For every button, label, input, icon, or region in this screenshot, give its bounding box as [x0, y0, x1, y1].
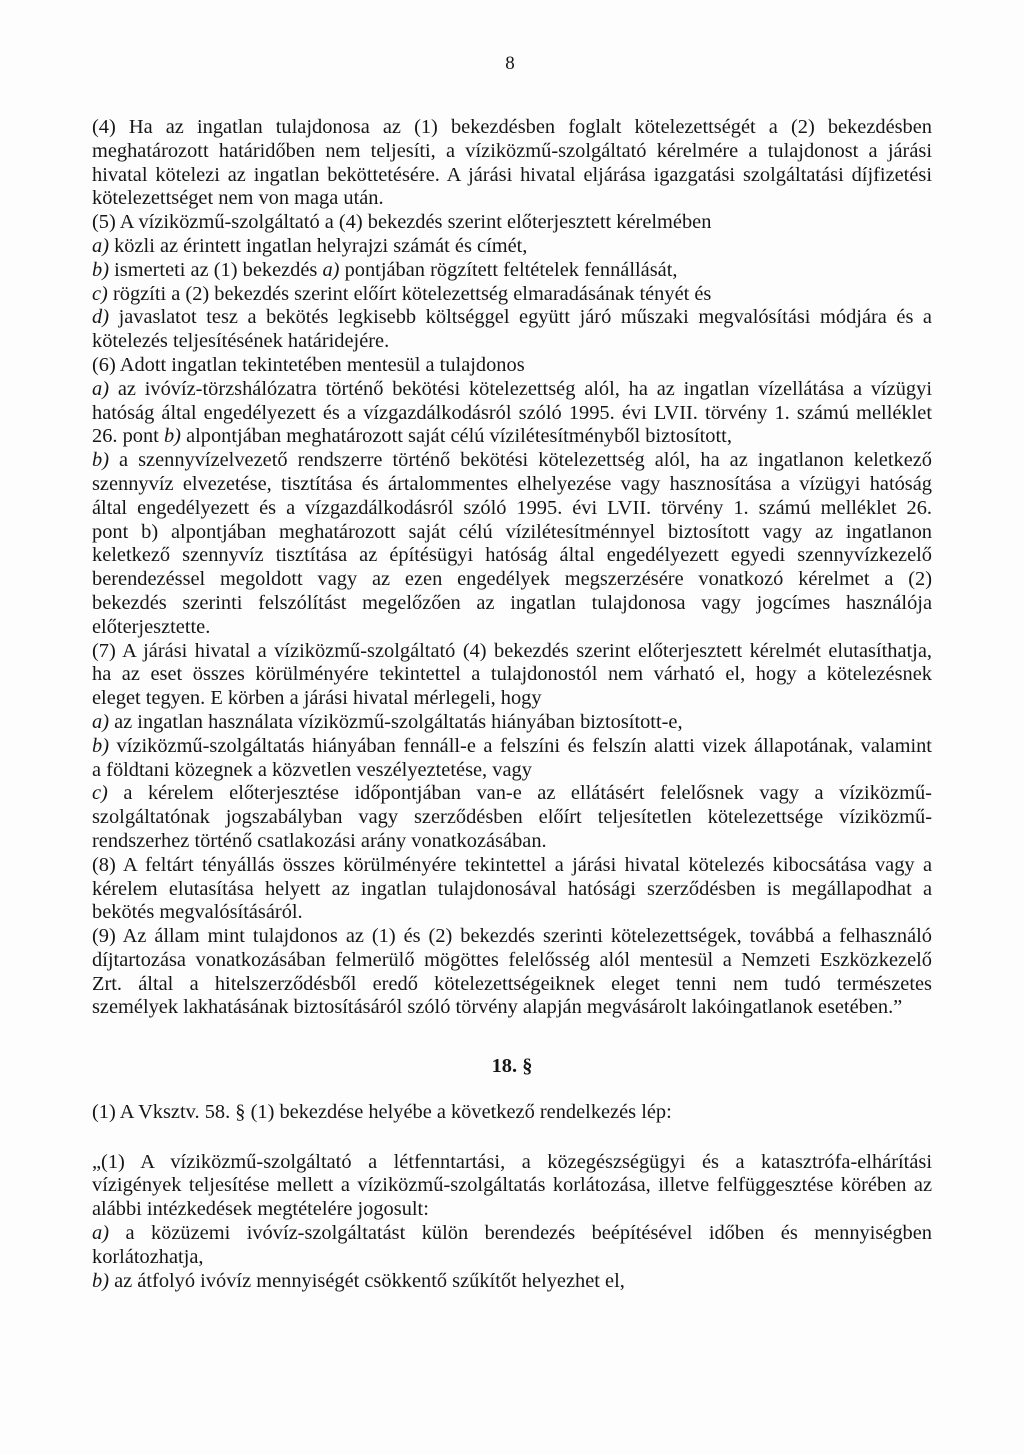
paragraph-7-item-a [92, 711, 932, 735]
item-label: a) [92, 377, 109, 400]
quoted-item-a [92, 1222, 932, 1270]
item-text: alpontjában meghatározott saját célú vízilétesítményből biztosított, [186, 425, 732, 448]
paragraph-9-line-1: (9) Az állam mint tulajdonos az (1) és (2) bekezdés szerinti kötelezettségek, továbbá a felhasználó [92, 925, 932, 948]
quoted-item-b [92, 1270, 932, 1294]
item-text: az ivóvíz-törzshálózatra történő bekötési kötelezettség alól, ha az ingatlan vízellátása a vízügyi [117, 377, 932, 400]
paragraph-9-line-4: személyek lakhatásának biztosításáról szóló törvény alapján megvásárolt lakóingatlanok esetében.” [92, 996, 903, 1019]
item-line: szennyvíz elvezetése, tisztítása és ártalommentes elhelyezése vagy hasznosítása a vízügyi hatóság [92, 472, 932, 495]
item-label: a) [92, 710, 109, 733]
item-line [92, 378, 932, 402]
item-line: rendszerhez történő csatlakozási arány vonatkozásában. [92, 829, 547, 852]
item-text: az átfolyó ivóvíz mennyiségét csökkentő szűkítőt helyezhet el, [114, 1269, 625, 1292]
paragraph-5-intro: (5) A víziközmű-szolgáltató a (4) bekezdés szerint előterjesztett kérelmében [92, 211, 712, 234]
section-17-text [92, 116, 932, 1020]
section-18 [92, 1055, 932, 1293]
item-line: keletkező szennyvíz tisztítása az építésügyi hatóság által engedélyezett egyedi szennyvízkezelő [92, 544, 932, 567]
item-text: az ingatlan használata víziközmű-szolgáltatás hiányában biztosított-e, [114, 710, 683, 733]
item-line: a földtani közegnek a közvetlen veszélyeztetése, vagy [92, 758, 532, 781]
quoted-provision [92, 1151, 932, 1294]
paragraph-7-line-3: eleget tegyen. E körben a járási hivatal mérlegeli, hogy [92, 687, 542, 710]
item-line: kötelezés teljesítésének határidejére. [92, 330, 390, 353]
paragraph-5-item-c [92, 283, 932, 307]
item-line [92, 1222, 932, 1246]
paragraph-6-intro: (6) Adott ingatlan tekintetében mentesül a tulajdonos [92, 353, 525, 376]
item-label: a) [92, 1221, 109, 1244]
paragraph-8 [92, 854, 932, 925]
item-label: d) [92, 306, 109, 329]
paragraph-7-item-c [92, 782, 932, 853]
paragraph-7-line-1: (7) A járási hivatal a víziközmű-szolgáltató (4) bekezdés szerint előterjesztett kérelmét elutasíthatja, [92, 639, 932, 662]
paragraph-9-line-2: díjtartozása vonatkozásában felmerülő mögöttes felelősség alól mentesül a Nemzeti Eszközkezelő [92, 948, 932, 971]
item-line [92, 425, 932, 449]
item-line: pont b) alpontjában meghatározott saját célú vízilétesítménnyel biztosított vagy az ingatlanon [92, 520, 932, 543]
paragraph-4-line-4: kötelezettséget nem von maga után. [92, 187, 384, 210]
item-line: szolgáltatónak jogszabályban vagy szerződésben előírt teljesítetlen kötelezettsége víziközmű- [92, 806, 932, 829]
item-line: bekezdés szerinti felszólítást megelőzően az ingatlan tulajdonosa vagy jogcímes használója [92, 591, 932, 614]
paragraph-4-line-1: (4) Ha az ingatlan tulajdonosa az (1) bekezdésben foglalt kötelezettségét a (2) bekezdésben [92, 116, 932, 138]
point-reference: a) [322, 258, 340, 281]
paragraph-4-line-2: meghatározott határidőben nem teljesíti, a víziközmű-szolgáltató kérelmére a tulajdonost a járási [92, 139, 932, 162]
item-text: víziközmű-szolgáltatás hiányában fennáll-e a felszíni és felszín alatti vizek állapotának, valamint [116, 734, 932, 757]
paragraph-5-item-a [92, 235, 932, 259]
item-text: a közüzemi ivóvíz-szolgáltatást külön berendezés beépítésével időben és mennyiségben [125, 1221, 932, 1244]
item-line [92, 306, 932, 330]
item-text: javaslatot tesz a bekötés legkisebb költséggel együtt járó műszaki megvalósítási módjára és a [118, 306, 932, 329]
item-line [92, 782, 932, 806]
item-line: hatóság által engedélyezett és a vízgazdálkodásról szóló 1995. évi LVII. törvény 1. számú melléklet [92, 401, 932, 424]
paragraph-5-item-b [92, 259, 932, 283]
paragraph-8-line-1: (8) A feltárt tényállás összes körülményére tekintettel a járási hivatal kötelezés kibocsátása vagy a [92, 853, 932, 876]
paragraph-6-item-b [92, 449, 932, 639]
item-line: előterjesztette. [92, 615, 211, 638]
item-line: berendezéssel megoldott vagy az ezen engedélyek megszerzésére vonatkozó kérelmet a (2) [92, 568, 932, 591]
item-label: b) [92, 449, 109, 472]
item-line: korlátozhatja, [92, 1245, 204, 1268]
item-text: pontjában rögzített feltételek fennállását, [344, 258, 678, 281]
paragraph-6 [92, 354, 932, 640]
item-text: közli az érintett ingatlan helyrajzi számát és címét, [114, 234, 528, 257]
quote-line-3: alábbi intézkedések megtételére jogosult: [92, 1198, 429, 1221]
quote-line-1: „(1) A víziközmű-szolgáltató a létfenntartási, a közegészségügyi és a katasztrófa-elhárítási [92, 1150, 932, 1173]
item-text: ismerteti az (1) bekezdés [114, 258, 318, 281]
section-heading: 18. § [491, 1055, 533, 1077]
paragraph-7-line-2: ha az eset összes körülményére tekintettel a tulajdonostól nem várható el, hogy a kötelezésnek [92, 663, 932, 686]
paragraph-6-item-a [92, 378, 932, 449]
paragraph-4 [92, 116, 932, 211]
item-text: a kérelem előterjesztése időpontjában van-e az ellátásért felelősnek vagy a víziközmű- [123, 782, 932, 805]
item-label: c) [92, 282, 108, 305]
item-label: a) [92, 234, 109, 257]
item-line: által engedélyezett és a vízgazdálkodásról szóló 1995. évi LVII. törvény 1. számú melléklet 26. [92, 496, 932, 519]
item-label: b) [92, 1269, 109, 1292]
paragraph-5 [92, 211, 932, 354]
paragraph-8-line-3: bekötés megvalósításáról. [92, 901, 303, 924]
paragraph-9-line-3: Zrt. által a hitelszerződésből eredő kötelezettségeiknek eleget tenni nem tudó természetes [92, 972, 932, 995]
item-text: rögzíti a (2) bekezdés szerint előírt kötelezettség elmaradásának tényét és [112, 282, 712, 305]
page-number: 8 [505, 53, 515, 74]
paragraph-9 [92, 925, 932, 1020]
point-reference: b) [163, 425, 181, 448]
section-18-paragraph-1: (1) A Vksztv. 58. § (1) bekezdése helyébe a következő rendelkezés lép: [92, 1100, 672, 1123]
item-label: b) [92, 734, 109, 757]
paragraph-4-line-3: hivatal kötelezi az ingatlan beköttetésére. A járási hivatal eljárása igazgatási szolgáltatási díjfizetési [92, 163, 932, 186]
quote-line-2: vízigények teljesítése mellett a víziközmű-szolgáltatás korlátozása, illetve felfüggesztése körében az [92, 1174, 932, 1197]
paragraph-7-item-b [92, 735, 932, 783]
paragraph-7 [92, 640, 932, 854]
item-line [92, 449, 932, 473]
item-text: a szennyvízelvezető rendszerre történő bekötési kötelezettség alól, ha az ingatlanon keletkező [119, 449, 932, 472]
item-text: 26. pont [92, 425, 159, 448]
item-label: b) [92, 258, 109, 281]
paragraph-5-item-d [92, 306, 932, 354]
item-label: c) [92, 782, 108, 805]
paragraph-8-line-2: kérelem elutasítása helyett az ingatlan tulajdonosával hatósági szerződésben is megállapodhat a [92, 877, 932, 900]
item-line [92, 735, 932, 759]
